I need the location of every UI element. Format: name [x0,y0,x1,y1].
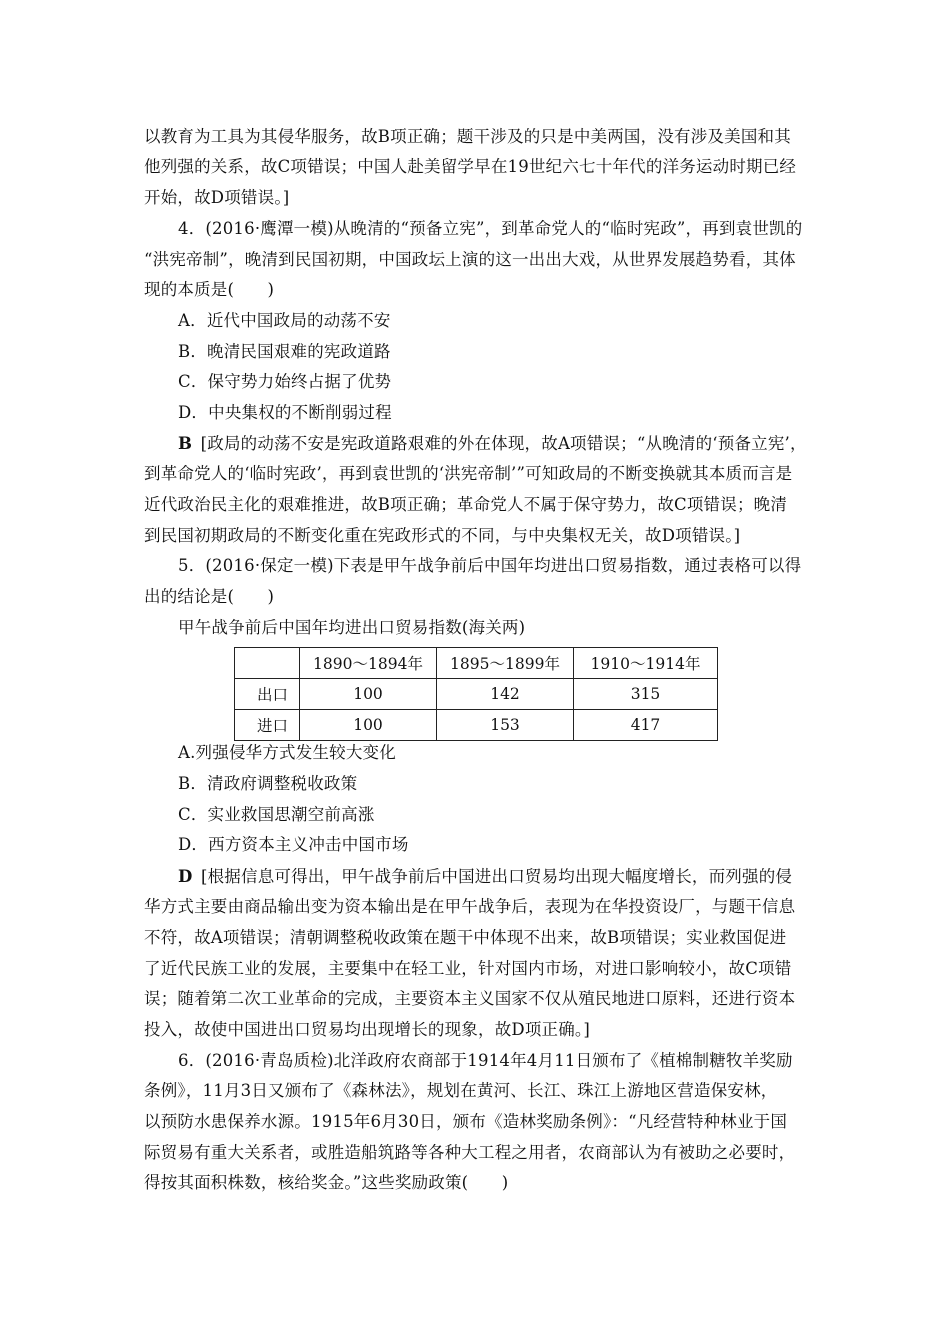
question-5-answer: 华方式主要由商品输出变为资本输出是在甲午战争后，表现为在华投资设厂，与题干信息 [144,897,796,916]
question-4-option-b: B．晚清民国艰难的宪政道路 [178,342,391,361]
table-title: 甲午战争前后中国年均进出口贸易指数(海关两) [178,618,526,637]
question-6-stem: 以预防水患保养水源。1915年6月30日，颁布《造林奖励条例》：“凡经营特种林业于国 [144,1112,788,1131]
question-4-stem: 现的本质是( ) [144,280,275,299]
question-4-answer [178,432,858,456]
question-5-answer: 不符，故A项错误；清朝调整税收政策在题干中体现不出来，故B项错误；实业救国促进 [144,928,787,947]
table-cell: 142 [437,679,574,710]
table-cell: 100 [300,679,437,710]
table-header-row [235,648,718,679]
question-5-option-c: C．实业救国思潮空前高涨 [178,805,375,824]
table-header-cell: 1890～1894年 [300,648,437,679]
paragraph-line: 他列强的关系，故C项错误；中国人赴美留学早在19世纪六七十年代的洋务运动时期已经 [144,157,797,176]
question-4-stem: “洪宪帝制”，晚清到民国初期，中国政坛上演的这一出出大戏，从世界发展趋势看，其体 [144,250,796,269]
table-cell: 417 [574,710,718,741]
question-4-answer: 到民国初期政局的不断变化重在宪政形式的不同，与中央集权无关，故D项错误。] [144,526,741,545]
question-5-stem: 5．(2016·保定一模)下表是甲午战争前后中国年均进出口贸易指数，通过表格可以得 [178,556,802,575]
paragraph-line: 开始，故D项错误。] [144,188,290,207]
question-4-option-d: D．中央集权的不断削弱过程 [178,403,392,422]
question-5-answer: 投入，故使中国进出口贸易均出现增长的现象，故D项正确。] [144,1020,591,1039]
table-cell: 153 [437,710,574,741]
question-6-stem: 6．(2016·青岛质检)北洋政府农商部于1914年4月11日颁布了《植棉制糖牧羊奖励 [178,1051,793,1070]
table-row [235,679,718,710]
table-cell: 315 [574,679,718,710]
question-6-stem: 际贸易有重大关系者，或胜造船筑路等各种大工程之用者，农商部认为有被助之必要时， [144,1143,796,1162]
question-6-stem: 条例》，11月3日又颁布了《森林法》，规划在黄河、长江、珠江上游地区营造保安林， [144,1081,778,1100]
answer-text: [根据信息可得出，甲午战争前后中国进出口贸易均出现大幅度增长，而列强的侵 [200,867,793,886]
question-5-option-d: D．西方资本主义冲击中国市场 [178,835,409,854]
question-4-option-c: C．保守势力始终占据了优势 [178,372,392,391]
table-cell: 出口 [235,679,300,710]
answer-letter: D [178,867,193,886]
question-5-option-b: B．清政府调整税收政策 [178,774,358,793]
question-4-stem: 4．(2016·鹰潭一模)从晚清的“预备立宪”，到革命党人的“临时宪政”，再到袁世凯的 [178,219,803,238]
answer-letter: B [178,434,193,453]
question-4-answer: 近代政治民主化的艰难推进，故B项正确；革命党人不属于保守势力，故C项错误；晚清 [144,495,788,514]
question-5-answer [178,865,858,889]
question-5-answer: 了近代民族工业的发展，主要集中在轻工业，针对国内市场，对进口影响较小，故C项错 [144,959,792,978]
paragraph-line: 以教育为工具为其侵华服务，故B项正确；题干涉及的只是中美两国，没有涉及美国和其 [144,127,791,146]
table-cell: 进口 [235,710,300,741]
question-4-answer: 到革命党人的‘临时宪政’，再到袁世凯的‘洪宪帝制’”可知政局的不断变换就其本质而言是 [144,464,793,483]
question-4-option-a: A．近代中国政局的动荡不安 [178,311,391,330]
question-6-stem: 得按其面积株数，核给奖金。”这些奖励政策( ) [144,1173,509,1192]
trade-index-table [234,647,718,741]
table-row [235,710,718,741]
question-5-stem: 出的结论是( ) [144,587,275,606]
table-header-cell: 1910～1914年 [574,648,718,679]
table-header-cell: 1895～1899年 [437,648,574,679]
question-5-answer: 误；随着第二次工业革命的完成，主要资本主义国家不仅从殖民地进口原料，还进行资本 [144,989,796,1008]
table-cell: 100 [300,710,437,741]
table-header-cell [235,648,300,679]
answer-text: [政局的动荡不安是宪政道路艰难的外在体现，故A项错误；“从晚清的‘预备立宪’， [200,434,807,453]
question-5-option-a: A.列强侵华方式发生较大变化 [178,743,396,762]
